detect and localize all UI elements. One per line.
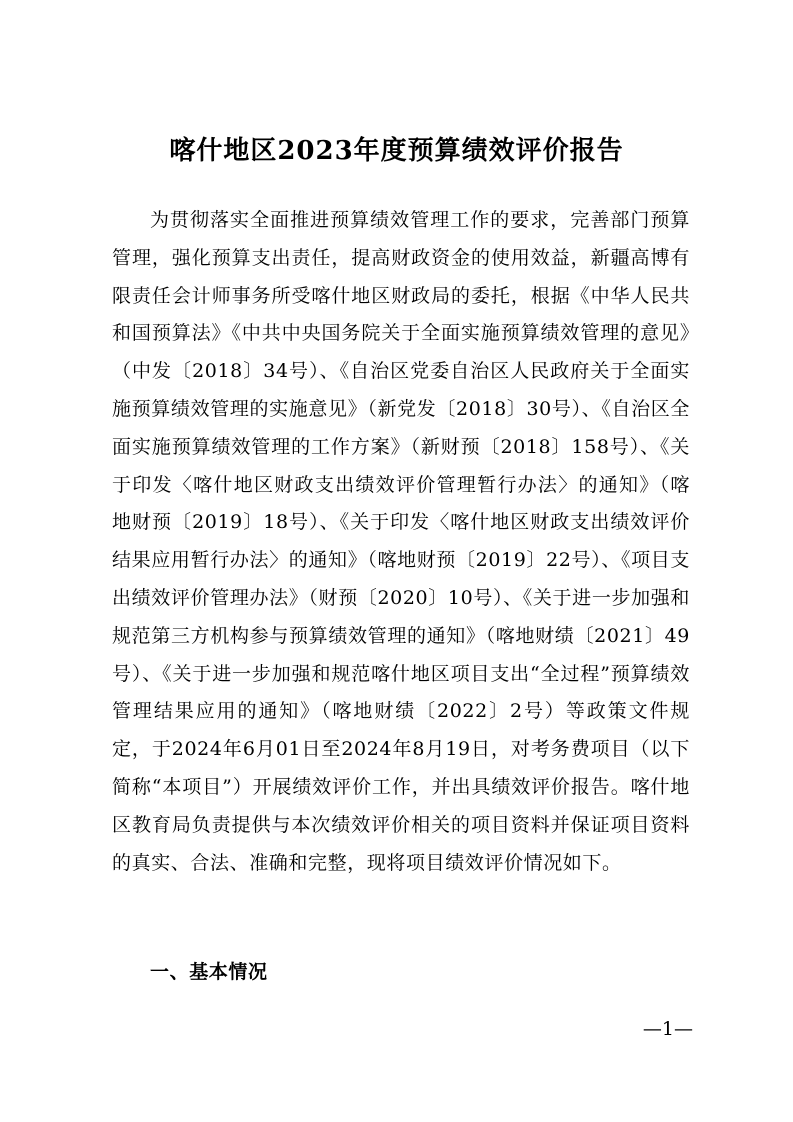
section-heading: 一、基本情况 (150, 961, 268, 983)
intro-paragraph: 为贯彻落实全面推进预算绩效管理工作的要求，完善部门预算管理，强化预算支出责任，提高财政资金的使用效益，新疆高博有限责任会计师事务所受喀什地区财政局的委托，根据《中华人民共和国预算法》《中共中央国务院关于全面实施预算绩效管理的意见》（中发〔2018〕34号）、《自治区党委自治区人民政府关于全面实施预算绩效管理的实施意见》（新党发〔2018〕30号）、《自治区全面实施预算绩效管理的工作方案》（新财预〔2018〕158号）、《关于印发〈喀什地区财政支出绩效评价管理暂行办法〉的通知》（喀地财预〔2019〕18号）、《关于印发〈喀什地区财政支出绩效评价结果应用暂行办法〉的通知》（喀地财预〔2019〕22号）、《项目支出绩效评价管理办法》（财预〔2020〕10号）、《关于进一步加强和规范第三方机构参与预算绩效管理的通知》（喀地财绩〔2021〕49号）、《关于进一步加强和规范喀什地区项目支出“全过程”预算绩效管理结果应用的通知》（喀地财绩〔2022〕2号）等政策文件规定，于2024年6月01日至2024年8月19日，对考务费项目（以下简称“本项目”）开展绩效评价工作，并出具绩效评价报告。喀什地区教育局负责提供与本次绩效评价相关的项目资料并保证项目资料的真实、合法、准确和完整，现将项目绩效评价情况如下。 (112, 209, 690, 874)
document-body (112, 202, 690, 882)
page-number: —1— (642, 1018, 693, 1040)
document-title: 喀什地区2023年度预算绩效评价报告 (169, 136, 624, 166)
